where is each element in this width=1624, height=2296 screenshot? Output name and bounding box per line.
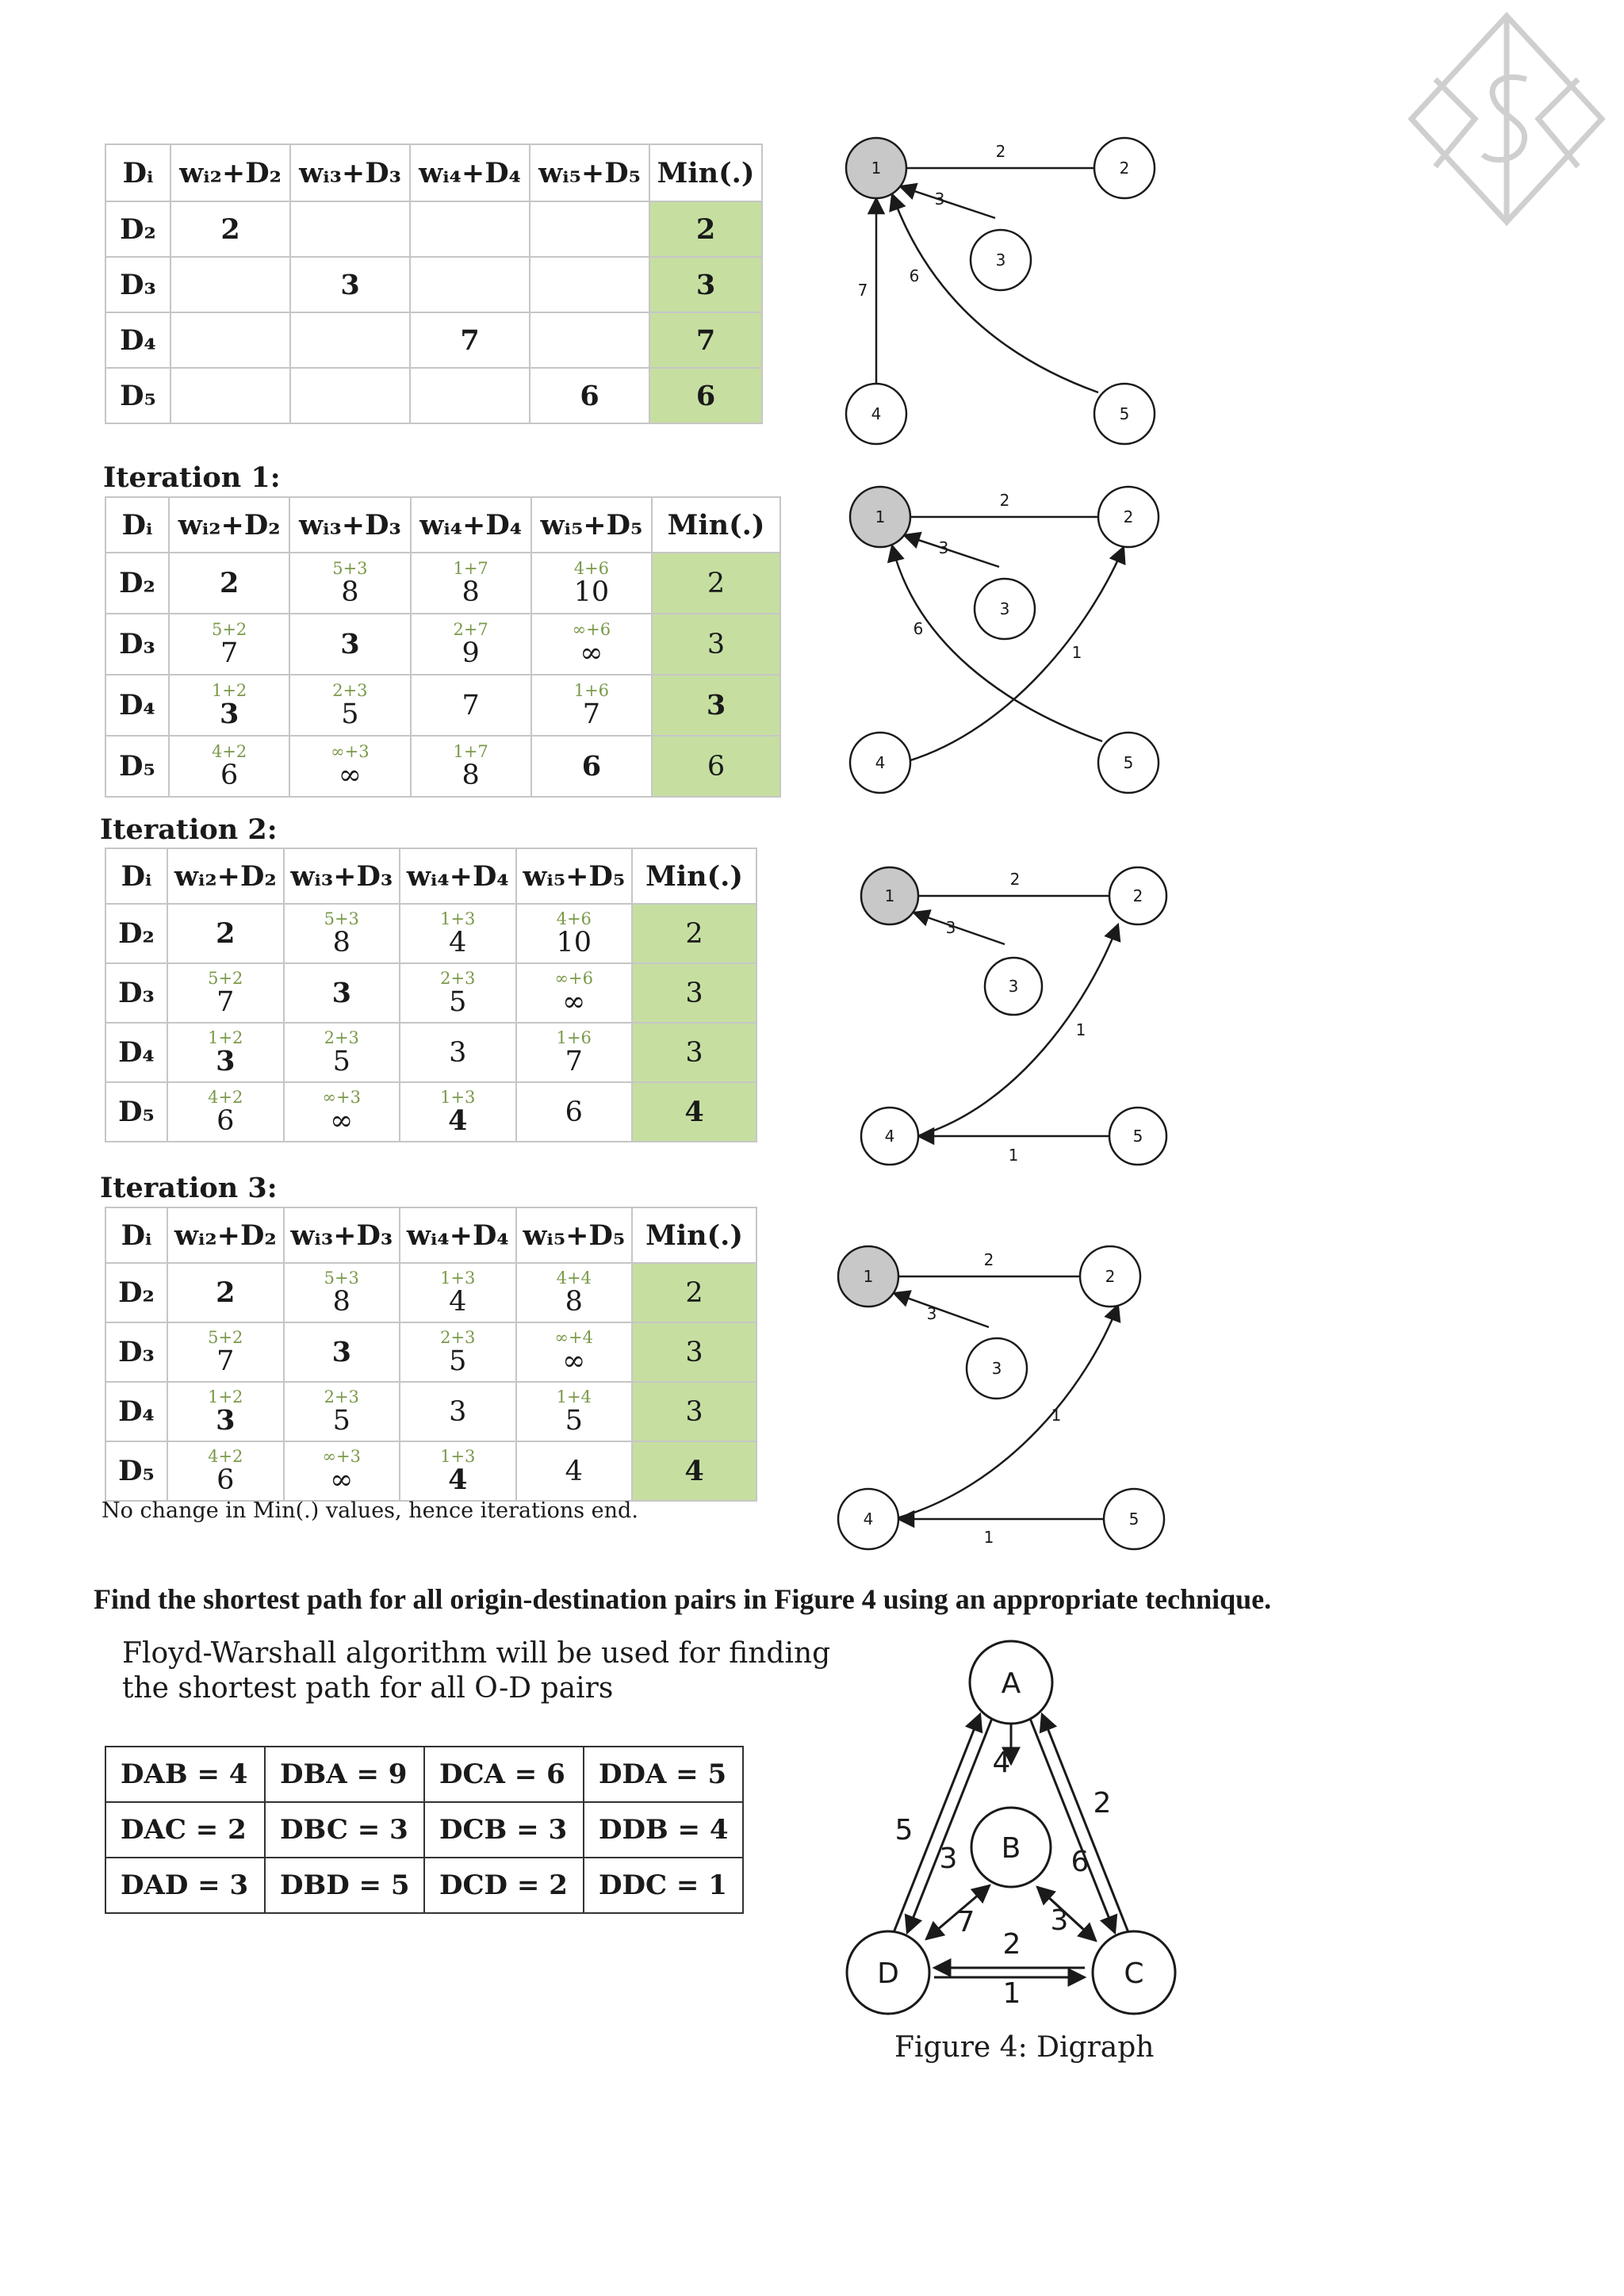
header-w4: wᵢ₄+D₄ — [410, 144, 530, 201]
iteration-3-title: Iteration 3: — [100, 1172, 278, 1204]
min-cell: 4 — [632, 1441, 756, 1501]
iteration-1-title: Iteration 1: — [103, 461, 281, 494]
min-cell: 3 — [649, 257, 762, 312]
min-cell: 2 — [649, 201, 762, 257]
edge-label: 3 — [926, 1304, 937, 1323]
min-cell: 7 — [649, 312, 762, 368]
cell: 4 — [516, 1441, 633, 1501]
cell — [290, 201, 410, 257]
iterations-end-note: No change in Min(.) values, hence iterations end. — [102, 1498, 638, 1523]
cell: ∞+3 ∞ — [284, 1441, 400, 1501]
edge-5-1 — [892, 545, 1102, 741]
node-1-label: 1 — [863, 1267, 874, 1286]
cell — [530, 312, 649, 368]
initial-table — [105, 144, 763, 424]
cell: ∞+3 ∞ — [289, 736, 410, 797]
cell: 6 — [530, 368, 649, 423]
row-label: D₄ — [105, 312, 170, 368]
cell — [410, 257, 530, 312]
min-cell: 2 — [652, 553, 780, 614]
row-label: D₄ — [105, 675, 169, 736]
distance-cell: DCB = 3 — [424, 1802, 584, 1858]
edge-label: 1 — [1002, 1977, 1021, 2010]
cell: 5+2 7 — [167, 1322, 284, 1382]
edge-label: 1 — [1008, 1146, 1019, 1165]
figure-4-digraph — [833, 1633, 1197, 2030]
hsk-monogram-logo-icon — [1404, 8, 1610, 238]
cell: 3 — [289, 614, 410, 675]
edge-label: 5 — [894, 1814, 914, 1846]
cell: 4+6 10 — [516, 904, 633, 963]
cell — [170, 312, 290, 368]
edge-label: 6 — [913, 619, 924, 638]
distance-table — [105, 1746, 744, 1914]
edge-label: 1 — [1051, 1406, 1062, 1425]
cell: 2+7 9 — [411, 614, 531, 675]
node-3-label: 3 — [991, 1359, 1002, 1378]
cell — [410, 368, 530, 423]
edge-label: 7 — [956, 1906, 975, 1938]
edge-4-2 — [917, 924, 1118, 1136]
edge-label: 2 — [999, 491, 1010, 510]
edge-label: 2 — [995, 142, 1006, 161]
cell: 2 — [170, 201, 290, 257]
cell: 5+2 7 — [167, 963, 284, 1023]
edge-label: 1 — [1075, 1020, 1086, 1039]
cell — [170, 368, 290, 423]
header-min: Min(.) — [632, 1207, 756, 1263]
distance-cell: DAC = 2 — [105, 1802, 265, 1858]
cell — [530, 257, 649, 312]
node-4-label: 4 — [871, 404, 882, 423]
tree-graph-iteration-1 — [850, 487, 1159, 793]
distance-cell: DCD = 2 — [424, 1858, 584, 1913]
min-cell: 3 — [652, 614, 780, 675]
node-3-label: 3 — [1008, 977, 1019, 996]
header-w3: wᵢ₃+D₃ — [290, 144, 410, 201]
row-label: D₂ — [105, 904, 167, 963]
cell: 3 — [400, 1382, 516, 1441]
distance-cell: DDA = 5 — [584, 1747, 743, 1802]
cell — [530, 201, 649, 257]
answer-intro-line-2: the shortest path for all O-D pairs — [122, 1672, 614, 1705]
header-w2: wᵢ₂+D₂ — [167, 848, 284, 904]
node-1-label: 1 — [871, 159, 882, 178]
tree-graph-iteration-3 — [838, 1246, 1164, 1549]
node-3-label: 3 — [999, 599, 1010, 618]
row-label: D₅ — [105, 1441, 167, 1501]
node-1-label: 1 — [875, 507, 886, 526]
min-cell: 3 — [652, 675, 780, 736]
row-label: D₄ — [105, 1023, 167, 1082]
header-w5: wᵢ₅+D₅ — [531, 497, 652, 553]
cell: ∞+6 ∞ — [531, 614, 652, 675]
header-w5: wᵢ₅+D₅ — [516, 848, 633, 904]
edge-label: 3 — [1050, 1904, 1069, 1937]
min-cell: 3 — [632, 1382, 756, 1441]
distance-cell: DBC = 3 — [265, 1802, 424, 1858]
node-5-label: 5 — [1123, 753, 1134, 772]
edge-5-1 — [892, 194, 1098, 392]
edge-4-2 — [908, 547, 1124, 761]
iteration-3-table — [105, 1207, 757, 1502]
cell — [410, 201, 530, 257]
iteration-2-title: Iteration 2: — [100, 813, 278, 846]
tree-graph-initial — [825, 119, 1205, 444]
cell: 5+3 8 — [284, 904, 400, 963]
min-cell: 2 — [632, 904, 756, 963]
cell: ∞+4 ∞ — [516, 1322, 633, 1382]
header-w4: wᵢ₄+D₄ — [400, 1207, 516, 1263]
node-3-label: 3 — [995, 251, 1006, 270]
question-text: Find the shortest path for all origin-destination pairs in Figure 4 using an appropriate technique. — [94, 1583, 1272, 1615]
cell: 4+6 10 — [531, 553, 652, 614]
edge-3-1 — [914, 913, 1005, 944]
min-cell: 3 — [632, 963, 756, 1023]
edge-label: 2 — [1009, 870, 1021, 889]
cell: 6 — [516, 1082, 633, 1142]
cell: 2+3 5 — [284, 1382, 400, 1441]
row-label: D₂ — [105, 1263, 167, 1322]
header-min: Min(.) — [632, 848, 756, 904]
distance-cell: DBA = 9 — [265, 1747, 424, 1802]
node-4-label: 4 — [863, 1510, 874, 1529]
min-cell: 4 — [632, 1082, 756, 1142]
min-cell: 2 — [632, 1263, 756, 1322]
edge-label: 1 — [983, 1528, 994, 1547]
node-C-label: C — [1124, 1957, 1144, 1990]
cell: 4+2 6 — [167, 1441, 284, 1501]
cell: ∞+3 ∞ — [284, 1082, 400, 1142]
min-cell: 3 — [632, 1322, 756, 1382]
header-w3: wᵢ₃+D₃ — [284, 848, 400, 904]
cell: 3 — [284, 1322, 400, 1382]
cell: 5+3 8 — [284, 1263, 400, 1322]
tree-graph-iteration-2 — [861, 867, 1166, 1165]
node-2-label: 2 — [1123, 507, 1134, 526]
cell: 4+2 6 — [167, 1082, 284, 1142]
edge-label: 6 — [1071, 1846, 1090, 1878]
cell: 1+2 3 — [169, 675, 289, 736]
edge-label: 3 — [939, 1843, 958, 1875]
row-label: D₂ — [105, 201, 170, 257]
cell: 2+3 5 — [400, 963, 516, 1023]
header-w4: wᵢ₄+D₄ — [400, 848, 516, 904]
edge-label: 2 — [1093, 1787, 1112, 1820]
cell: 4+4 8 — [516, 1263, 633, 1322]
cell: 3 — [284, 963, 400, 1023]
row-label: D₃ — [105, 614, 169, 675]
edge-label: 6 — [909, 266, 920, 285]
header-w5: wᵢ₅+D₅ — [530, 144, 649, 201]
tree-graphs — [825, 119, 1205, 1570]
edge-label: 2 — [1002, 1928, 1021, 1961]
row-label: D₃ — [105, 1322, 167, 1382]
min-cell: 6 — [652, 736, 780, 797]
edge-label: 4 — [992, 1747, 1011, 1779]
row-label: D₄ — [105, 1382, 167, 1441]
node-4-label: 4 — [875, 753, 886, 772]
row-label: D₃ — [105, 963, 167, 1023]
row-label: D₅ — [105, 1082, 167, 1142]
cell: 6 — [531, 736, 652, 797]
answer-intro-line-1: Floyd-Warshall algorithm will be used for finding — [122, 1637, 831, 1670]
row-label: D₃ — [105, 257, 170, 312]
cell: 3 — [290, 257, 410, 312]
cell — [290, 312, 410, 368]
header-min: Min(.) — [649, 144, 762, 201]
cell: 7 — [411, 675, 531, 736]
edge-4-2 — [894, 1305, 1118, 1519]
cell: 1+6 7 — [531, 675, 652, 736]
node-2-label: 2 — [1105, 1267, 1116, 1286]
edge-C-A — [1042, 1714, 1129, 1934]
cell: 2+3 5 — [400, 1322, 516, 1382]
edge-label: 3 — [945, 918, 956, 937]
distance-cell: DDB = 4 — [584, 1802, 743, 1858]
min-cell: 3 — [632, 1023, 756, 1082]
edge-3-1 — [904, 535, 999, 567]
cell: 2 — [167, 1263, 284, 1322]
header-di: Dᵢ — [105, 848, 167, 904]
cell: 1+6 7 — [516, 1023, 633, 1082]
cell: 1+2 3 — [167, 1382, 284, 1441]
figure-caption: Figure 4: Digraph — [894, 2031, 1155, 2064]
cell: 2+3 5 — [289, 675, 410, 736]
edge-label: 3 — [938, 538, 949, 557]
header-w5: wᵢ₅+D₅ — [516, 1207, 633, 1263]
row-label: D₅ — [105, 368, 170, 423]
answer-intro — [122, 1636, 830, 1706]
node-B-label: B — [1001, 1832, 1021, 1865]
edge-label: 2 — [983, 1250, 994, 1269]
node-2-label: 2 — [1119, 159, 1130, 178]
node-5-label: 5 — [1119, 404, 1130, 423]
node-1-label: 1 — [884, 886, 895, 905]
edge-label: 7 — [857, 281, 868, 300]
header-w2: wᵢ₂+D₂ — [170, 144, 290, 201]
cell: 1+7 8 — [411, 553, 531, 614]
node-5-label: 5 — [1128, 1510, 1139, 1529]
cell — [170, 257, 290, 312]
node-A-label: A — [1001, 1667, 1021, 1700]
edge-label: 3 — [934, 189, 945, 209]
cell: 2+3 5 — [284, 1023, 400, 1082]
cell: 1+3 4 — [400, 1263, 516, 1322]
cell: 2 — [169, 553, 289, 614]
header-w3: wᵢ₃+D₃ — [289, 497, 410, 553]
cell: 1+4 5 — [516, 1382, 633, 1441]
header-w2: wᵢ₂+D₂ — [169, 497, 289, 553]
row-label: D₅ — [105, 736, 169, 797]
min-cell: 6 — [649, 368, 762, 423]
header-w4: wᵢ₄+D₄ — [411, 497, 531, 553]
node-4-label: 4 — [884, 1127, 895, 1146]
cell: 1+7 8 — [411, 736, 531, 797]
node-2-label: 2 — [1132, 886, 1143, 905]
cell: ∞+6 ∞ — [516, 963, 633, 1023]
cell — [290, 368, 410, 423]
cell: 1+3 4 — [400, 904, 516, 963]
cell: 4+2 6 — [169, 736, 289, 797]
cell: 1+3 4 — [400, 1082, 516, 1142]
edge-3-1 — [894, 1293, 989, 1327]
row-label: D₂ — [105, 553, 169, 614]
distance-cell: DBD = 5 — [265, 1858, 424, 1913]
header-min: Min(.) — [652, 497, 780, 553]
cell: 1+3 4 — [400, 1441, 516, 1501]
cell: 1+2 3 — [167, 1023, 284, 1082]
cell: 7 — [410, 312, 530, 368]
cell: 2 — [167, 904, 284, 963]
node-5-label: 5 — [1132, 1127, 1143, 1146]
cell: 3 — [400, 1023, 516, 1082]
node-D-label: D — [877, 1957, 899, 1990]
distance-cell: DCA = 6 — [424, 1747, 584, 1802]
edge-label: 1 — [1071, 643, 1082, 662]
header-w2: wᵢ₂+D₂ — [167, 1207, 284, 1263]
header-w3: wᵢ₃+D₃ — [284, 1207, 400, 1263]
header-di: Dᵢ — [105, 1207, 167, 1263]
header-di: Dᵢ — [105, 497, 169, 553]
cell: 5+3 8 — [289, 553, 410, 614]
distance-cell: DAD = 3 — [105, 1858, 265, 1913]
header-di: Dᵢ — [105, 144, 170, 201]
edge-3-1 — [900, 186, 995, 218]
cell: 5+2 7 — [169, 614, 289, 675]
distance-cell: DDC = 1 — [584, 1858, 743, 1913]
iteration-1-table — [105, 496, 781, 798]
iteration-2-table — [105, 848, 757, 1142]
distance-cell: DAB = 4 — [105, 1747, 265, 1802]
